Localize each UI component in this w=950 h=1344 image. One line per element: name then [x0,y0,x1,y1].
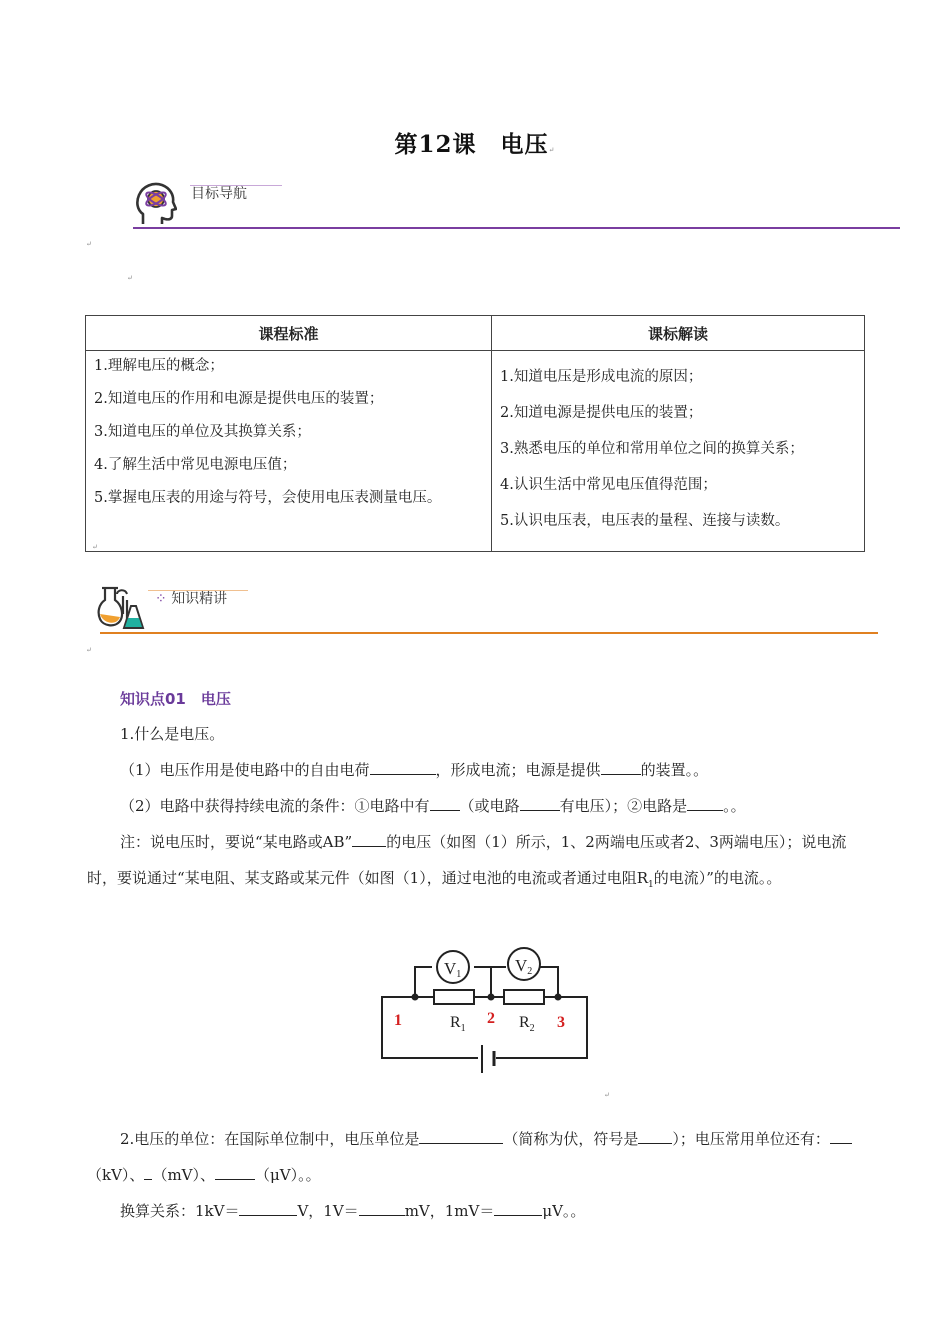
knowledge-label [155,588,227,608]
lab-flask-icon [97,584,147,632]
answer-blank[interactable] [601,759,641,775]
resistor-r1 [434,990,474,1004]
standards-cell [86,351,492,552]
paragraph-mark: ↵ [604,1091,610,1099]
q2-text: （mV）、 [152,1166,215,1184]
title-mark: ↵ [548,146,556,154]
q2-conv-text: mV，1mV＝ [404,1202,495,1220]
answer-blank[interactable] [520,795,560,811]
list-item: 5.认识电压表，电压表的量程、连接与读数。 [500,513,790,530]
q1-p2-text: 。。 [723,797,746,815]
paragraph-mark: ↵ [86,240,92,248]
q1-p1-text: （1）电压作用是使电路中的自由电荷 [120,761,370,779]
nav-divider [133,227,900,229]
q1-title: 1.什么是电压。 [120,725,225,743]
q1-para-2 [87,788,865,824]
answer-blank[interactable] [638,1128,672,1144]
sparkle-icon: ⁘ [155,591,167,607]
list-item: 3.熟悉电压的单位和常用单位之间的换算关系； [500,441,804,458]
answer-blank[interactable] [215,1164,255,1180]
junction-dot [412,994,419,1001]
q2-para [87,1121,865,1193]
q1-note-text: 的电压（如图（1）所示，1、2两端电压或者2、3两端电压）；说电流时，要说通过“某电阻、某支路或某元件（如图（1），通过电池的电流或者通过电阻R [87,833,847,887]
q1-note-text: 注：说电压时，要说“某电路或AB” [120,833,353,851]
page-title [0,126,950,159]
nav-label: 目标导航 [191,186,247,202]
interpretation-cell [492,351,865,552]
answer-blank[interactable] [239,1200,297,1216]
node-label-1: 1 [394,1012,402,1029]
answer-blank[interactable] [830,1128,852,1144]
knowledge-divider [100,632,878,634]
voltmeter-v2-label: V2 [515,956,533,977]
q2-conv-text: 换算关系：1kV＝ [120,1202,240,1220]
q2-conv-text: μV。。 [542,1202,586,1220]
node-label-2: 2 [487,1010,495,1027]
answer-blank[interactable] [370,759,436,775]
answer-blank[interactable] [430,795,460,811]
paragraph-mark: ↵ [127,274,133,282]
list-item: 3.知道电压的单位及其换算关系； [94,424,311,441]
answer-blank[interactable] [352,831,386,847]
q1-note [87,824,865,903]
circuit-wire [496,997,587,1058]
knowledge-label-text: 知识精讲 [171,591,228,607]
head-gear-icon [135,180,177,226]
q2-text: （kV）、 [87,1166,145,1184]
q1-p2-text: （或电路 [459,797,520,815]
standards-table [85,315,865,552]
q2-conversion [87,1193,865,1229]
circuit-wire [474,967,491,997]
q1-p2-text: 有电压）；②电路是 [559,797,688,815]
resistor-r2 [504,990,544,1004]
answer-blank[interactable] [419,1128,503,1144]
list-item: 4.了解生活中常见电源电压值； [94,457,297,474]
list-item: 5.掌握电压表的用途与符号，会使用电压表测量电压。 [94,490,442,507]
q2-text: （μV）。。 [255,1166,321,1184]
table-header: 课程标准 [86,316,492,351]
q1-note-text: 的电流）”的电流。。 [653,869,782,887]
q2-text: （简称为伏，符号是 [503,1130,639,1148]
knowledge-point-heading: 知识点01 电压 [120,690,231,708]
q1-block [87,716,865,903]
table-header-row [86,316,865,351]
answer-blank[interactable] [359,1200,405,1216]
list-item: 1.理解电压的概念； [94,358,224,374]
circuit-wire [415,967,432,997]
q1-p1-text: ，形成电流；电源是提供 [435,761,601,779]
table-row [86,351,865,552]
paragraph-mark: ↵ [92,543,98,551]
q1-p2-text: （2）电路中获得持续电流的条件：①电路中有 [120,797,430,815]
node-label-3: 3 [557,1014,565,1031]
voltmeter-v1-label: V1 [444,959,462,980]
q1-p1-text: 的装置。。 [640,761,709,779]
table-header: 课标解读 [492,316,865,351]
list-item: 2.知道电压的作用和电源是提供电压的装置； [94,391,384,408]
circuit-diagram [378,945,610,1095]
list-item: 1.知道电压是形成电流的原因； [500,369,703,385]
list-item: 2.知道电源是提供电压的装置； [500,405,703,422]
resistor-r2-label: $R_2$ [519,1014,535,1034]
subscript: 1 [648,880,654,890]
q2-conv-text: V，1V＝ [297,1202,359,1220]
q2-text: 2.电压的单位：在国际单位制中，电压单位是 [120,1130,420,1148]
page-title-text: 第12课 电压 [394,131,549,158]
q1-para-1 [87,752,865,788]
answer-blank[interactable] [494,1200,542,1216]
resistor-r1-label: $R_1$ [450,1014,466,1034]
q2-block [87,1121,865,1229]
q2-text: ）；电压常用单位还有： [672,1130,830,1148]
answer-blank[interactable] [687,795,723,811]
paragraph-mark: ↵ [86,646,92,654]
list-item: 4.认识生活中常见电压值得范围； [500,477,717,494]
junction-dot [488,994,495,1001]
junction-dot [555,994,562,1001]
